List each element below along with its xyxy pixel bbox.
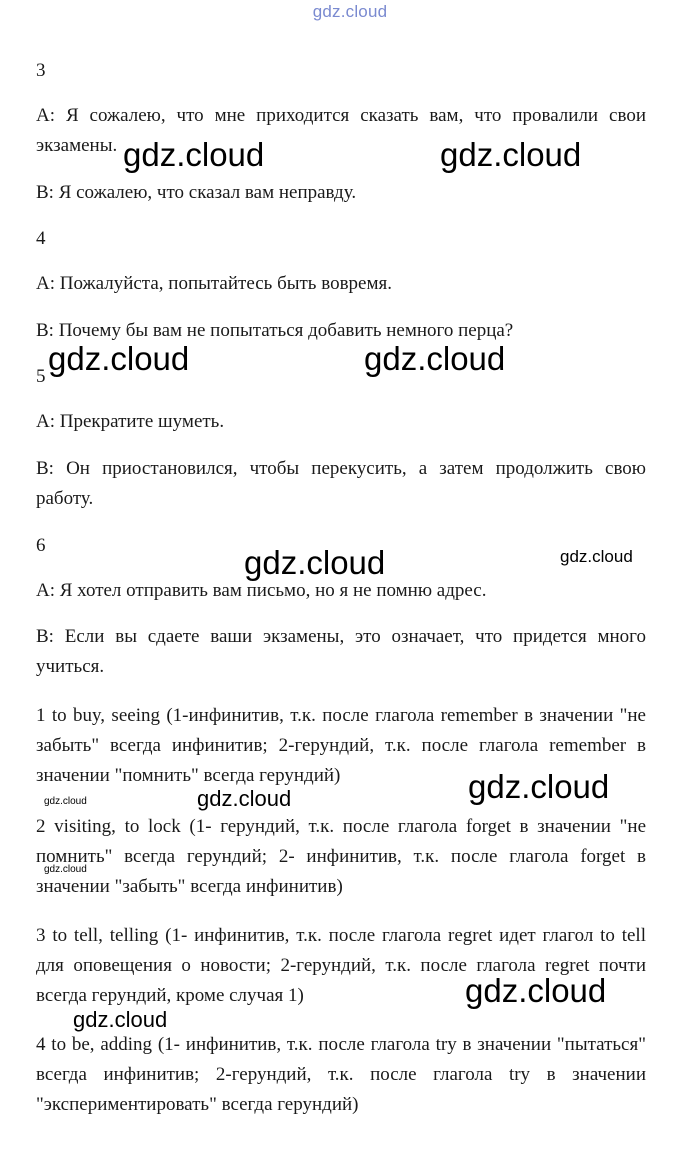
watermark: gdz.cloud <box>197 786 292 811</box>
watermark: gdz.cloud <box>244 544 386 581</box>
watermark: gdz.cloud <box>364 340 506 377</box>
watermark: gdz.cloud <box>48 340 190 377</box>
answer-paragraph: 3 to tell, telling (1- инфинитив, т.к. после глагола regret идет глагол to tell для оповещения о новости; 2-герундий, т.к. после глагола regret почти всегда герундий, кроме случая 1) <box>36 925 646 1006</box>
answer-paragraph: 1 to buy, seeing (1-инфинитив, т.к. после глагола remember в значении "не забыть" всегда инфинитив; 2-герундий, т.к. после глагола remember в значении "помнить" всегда герундий) <box>36 705 646 786</box>
watermark: gdz.cloud <box>73 1007 168 1032</box>
item-number: 6 <box>36 535 46 556</box>
site-watermark-top: gdz.cloud <box>312 2 388 21</box>
dialogue-line-b: B: Я сожалею, что сказал вам неправду. <box>36 182 357 203</box>
answer-paragraph: 4 to be, adding (1- инфинитив, т.к. после глагола try в значении "пытаться" всегда инфинитив; 2-герундий, т.к. после глагола try в значении "экспериментировать" всегда герундий) <box>36 1034 646 1115</box>
watermark: gdz.cloud <box>44 864 87 875</box>
dialogue-line-b: B: Он приостановился, чтобы перекусить, а затем продолжить свою работу. <box>36 458 646 509</box>
dialogue-line-b: B: Если вы сдаете ваши экзамены, это означает, что придется много учиться. <box>36 626 646 677</box>
watermark: gdz.cloud <box>560 547 633 566</box>
dialogue-line-a: A: Я хотел отправить вам письмо, но я не помню адрес. <box>36 580 487 601</box>
dialogue-line-a: A: Пожалуйста, попытайтесь быть вовремя. <box>36 273 392 294</box>
item-number: 3 <box>36 60 46 81</box>
watermark: gdz.cloud <box>123 136 265 173</box>
watermark: gdz.cloud <box>440 136 582 173</box>
watermark: gdz.cloud <box>465 972 607 1009</box>
item-number: 5 <box>36 366 46 387</box>
dialogue-line-a: A: Я сожалею, что мне приходится сказать вам, что провалили свои экзамены. <box>36 105 646 156</box>
item-number: 4 <box>36 228 46 249</box>
dialogue-line-b: B: Почему бы вам не попытаться добавить немного перца? <box>36 320 514 341</box>
dialogue-line-a: A: Прекратите шуметь. <box>36 411 225 432</box>
answer-paragraph: 2 visiting, to lock (1- герундий, т.к. после глагола forget в значении "не помнить" всегда герундий; 2- инфинитив, т.к. после глагола forget в значении "забыть" всегда инфинитив) <box>36 816 646 897</box>
watermark: gdz.cloud <box>468 768 610 805</box>
watermark: gdz.cloud <box>44 796 87 807</box>
